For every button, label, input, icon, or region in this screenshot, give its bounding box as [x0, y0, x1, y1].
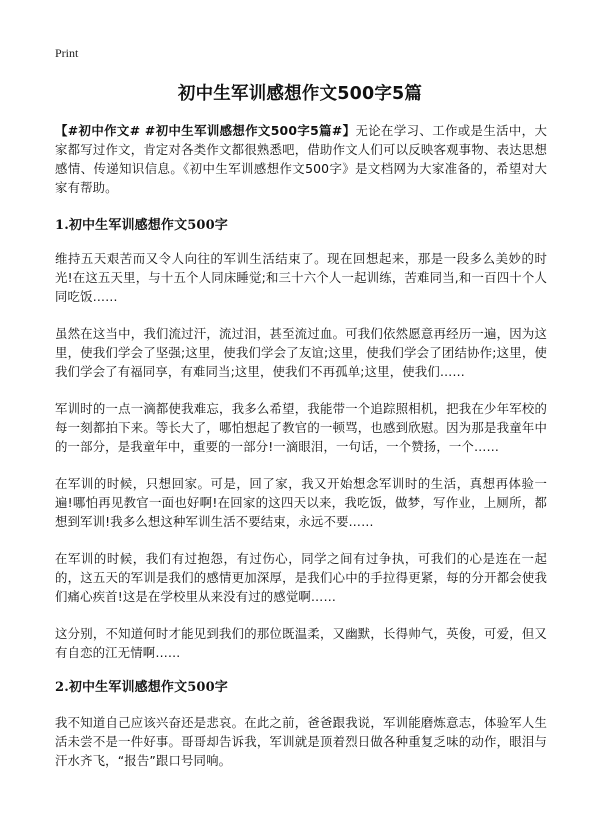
intro-tag: 【#初中作文# #初中生军训感想作文500字5篇#】 — [55, 123, 356, 138]
section-1-paragraph-6: 这分别，不知道何时才能见到我们的那位既温柔，又幽默，长得帅气，英俊，可爱，但又有自恋的江无情啊…… — [55, 626, 547, 660]
intro-paragraph — [55, 121, 547, 197]
page-title: 初中生军训感想作文500字5篇 — [177, 84, 423, 104]
section-1-paragraph-4: 在军训的时候，只想回家。可是，回了家，我又开始想念军训时的生活，真想再体验一遍!哪怕再见教官一面也好啊!在回家的这四天以来，我吃饭，做梦，写作业，上厕所，都想到军训!我多么想这种军训生活不要结束，永远不要…… — [55, 476, 547, 529]
print-link[interactable]: Print — [55, 46, 79, 60]
section-1-paragraph-2: 虽然在这当中，我们流过汗，流过泪，甚至流过血。可我们依然愿意再经历一遍，因为这里，使我们学会了坚强;这里，使我们学会了友谊;这里，使我们学会了团结协作;这里，使我们学会了有福同享，有难同当;这里，使我们不再孤单;这里，使我们…… — [55, 326, 547, 379]
section-2-paragraph-1: 我不知道自己应该兴奋还是悲哀。在此之前，爸爸跟我说，军训能磨炼意志，体验军人生活未尝不是一件好事。哥哥却告诉我，军训就是顶着烈日做各种重复乏味的动作，眼泪与汗水齐飞，“报告”跟口号同响。 — [55, 715, 547, 768]
section-1-paragraph-1: 维持五天艰苦而又令人向往的军训生活结束了。现在回想起来，那是一段多么美妙的时光!在这五天里，与十五个人同床睡觉;和三十六个人一起训练，苦难同当,和一百四十个人同吃饭…… — [55, 251, 547, 304]
section-1-paragraph-5: 在军训的时候，我们有过抱怨，有过伤心，同学之间有过争执，可我们的心是连在一起的，这五天的军训是我们的感情更加深厚，是我们心中的手拉得更紧，每的分开都会使我们痛心疾首!这是在学校里从来没有过的感觉啊…… — [55, 551, 547, 604]
section-heading-2: 2.初中生军训感想作文500字 — [55, 680, 228, 695]
intro-text: 无论在学习、工作或是生活中，大家都写过作文，肯定对各类作文都很熟悉吧，借助作文人们可以反映客观事物、表达思想感情、传递知识信息。《初中生军训感想作文500字》是文档网为大家准备的，希望对大家有帮助。 — [55, 123, 548, 195]
document-body — [55, 121, 547, 770]
section-1-paragraph-3: 军训时的一点一滴都使我难忘，我多么希望，我能带一个追踪照相机，把我在少年军校的每一刻都拍下来。等长大了，哪怕想起了教官的一顿骂，也感到欣慰。因为那是我童年中的一部分，是我童年中，重要的一部分!一滴眼泪，一句话，一个赞扬，一个…… — [55, 401, 547, 454]
section-heading-1: 1.初中生军训感想作文500字 — [55, 218, 228, 233]
